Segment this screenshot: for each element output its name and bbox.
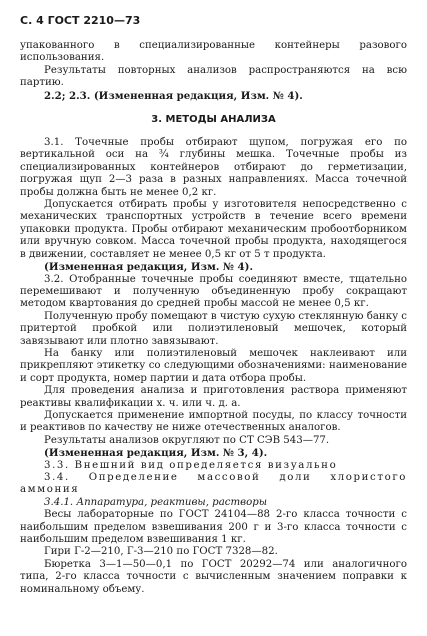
para-3-2-e: Допускается применение импортной посуды, по классу точности и реактивов по качеству не ниже отечественных аналогов. xyxy=(20,409,407,434)
para-3-2-c: На банку или полиэтиленовый мешочек наклеивают или прикрепляют этикетку со следующими обозначениями: наименование и сорт продукта, номер партии и дата отбора пробы. xyxy=(20,347,407,384)
para-3-2-b: Полученную пробу помещают в чистую сухую стеклянную банку с притертой пробкой или полиэтиленовый мешочек, который завязывают или плотно завязывают. xyxy=(20,310,408,347)
text-continuation: упакованного в специализированные контейнеры разового использования. xyxy=(20,40,407,64)
para-3-3: 3.3. Внешний вид определяется визуально xyxy=(44,459,338,471)
amendment-note-1: 2.2; 2.3. (Измененная редакция, Изм. № 4). xyxy=(44,89,303,102)
page-header: С. 4 ГОСТ 2210—73 xyxy=(20,14,141,27)
amendment-note-2: (Измененная редакция, Изм. № 4). xyxy=(44,261,254,274)
amendment-note-3: (Измененная редакция, Изм. № 3, 4). xyxy=(44,447,268,460)
para-3-4: 3.4. Определение массовой доли хлористого аммония xyxy=(20,472,407,496)
para-3-4-1-d: Бюретка 3—1—50—0,1 по ГОСТ 20292—74 или аналогичного типа, 2-го класса точности с вычисленным значением поправки к номинальному объему. xyxy=(20,558,407,595)
para-3-1-b: Допускается отбирать пробы у изготовителя непосредственно с механических транспортных устройств в течение всего времени упаковки продукта. Пробы отбирают механическим пробоотборником или вручную совком. Масса точечной пробы продукта, находящегося в движении, составляет не менее 0,5 кг от 5 т продукта. xyxy=(20,199,407,260)
para-3-4-1-c: Гири Г-2—210, Г-3—210 по ГОСТ 7328—82. xyxy=(44,546,278,558)
para-3-2: 3.2. Отобранные точечные пробы соединяют вместе, тщательно перемешивают и полученную объединенную пробу сокращают методом квартования до средней пробы массой не менее 0,5 кг. xyxy=(20,273,407,310)
para-3-4-1: 3.4.1. Аппаратура, реактивы, растворы xyxy=(44,496,268,508)
para-3-4-1-b: Весы лабораторные по ГОСТ 24104—88 2-го класса точности с наибольшим пределом взвешивания 200 г и 3-го класса точности с наибольшим пределом взвешивания 1 кг. xyxy=(20,509,407,546)
para-3-2-d: Для проведения анализа и приготовления раствора применяют реактивы квалификации х. ч. или ч. д. а. xyxy=(20,385,407,409)
text-results: Результаты повторных анализов распространяются на всю партию. xyxy=(20,64,407,89)
section-title: 3. МЕТОДЫ АНАЛИЗА xyxy=(151,114,276,126)
para-3-2-f: Результаты анализов округляют по СТ СЭВ 543—77. xyxy=(44,434,330,446)
para-3-1: 3.1. Точечные пробы отбирают щупом, погружая его по вертикальной оси на ¾ глубины мешка. Точечные пробы из специализированных контейнеров отбирают до герметизации, погружая щуп 2—3 раза в разных направлениях. Масса точечной пробы должна быть не менее 0,2 кг. xyxy=(20,137,407,198)
